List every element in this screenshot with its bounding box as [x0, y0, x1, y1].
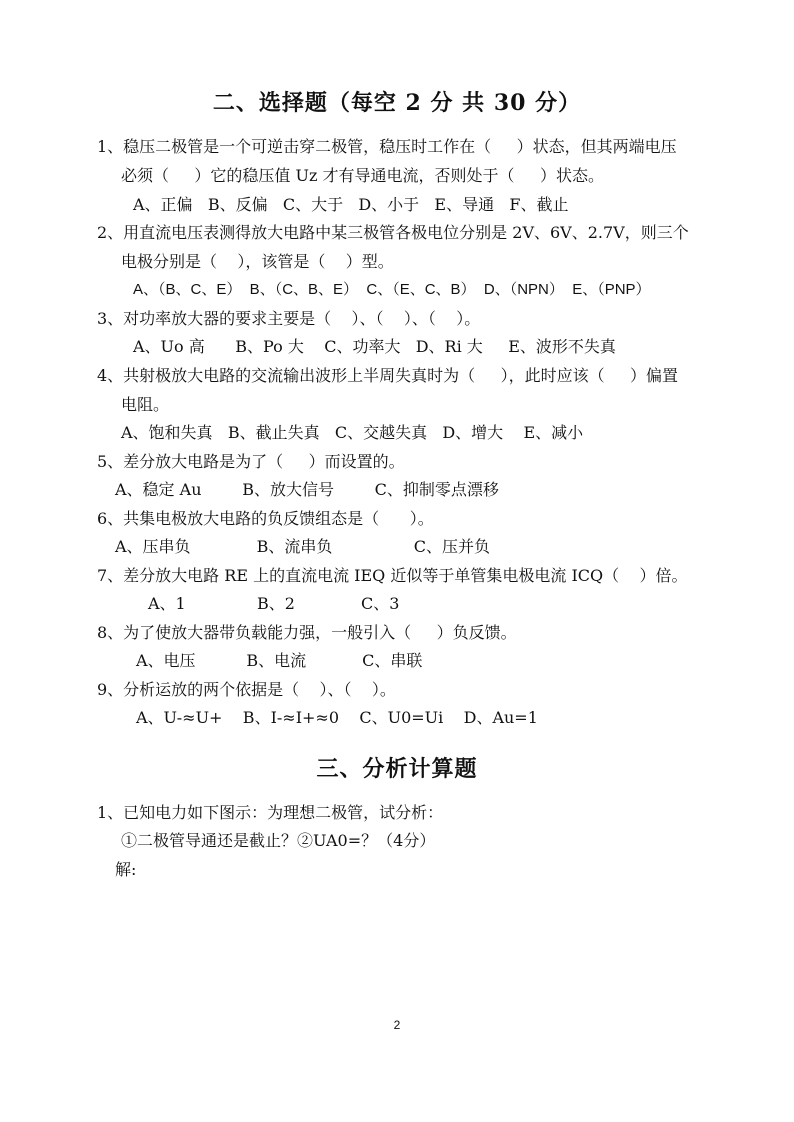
- question-2-line-1: 2、用直流电压表测得放大电路中某三极管各极电位分别是 2V、6V、2.7V，则三个: [97, 223, 689, 242]
- question-8-options: A、电压 B、电流 C、串联: [136, 651, 423, 670]
- question-1-line-1: 1、稳压二极管是一个可逆击穿二极管，稳压时工作在（ ）状态，但其两端电压: [97, 137, 677, 156]
- question-5-options: A、稳定 Au B、放大信号 C、抑制零点漂移: [115, 480, 499, 499]
- question-9-line-1: 9、分析运放的两个依据是（ ）、（ ）。: [97, 680, 396, 699]
- question-8-line-1: 8、为了使放大器带负载能力强，一般引入（ ）负反馈。: [97, 623, 517, 642]
- section-3-title: 三、分析计算题: [316, 756, 478, 782]
- question-6-line-1: 6、共集电极放大电路的负反馈组态是（ ）。: [97, 509, 434, 528]
- question-9-options: A、U-≈U+ B、I-≈I+≈0 C、U0=Ui D、Au=1: [136, 708, 538, 727]
- calc-question-1-line-1: 1、已知电力如下图示：为理想二极管，试分析：: [97, 803, 444, 822]
- question-3-line-1: 3、对功率放大器的要求主要是（ ）、（ ）、（ ）。: [97, 309, 481, 328]
- question-4-line-2: 电阻。: [121, 395, 170, 414]
- question-3-options: A、Uo 高 B、Po 大 C、功率大 D、Ri 大 E、波形不失真: [133, 337, 616, 356]
- section-2-title: 二、选择题（每空 2 分 共 30 分）: [212, 90, 582, 116]
- question-2-line-2: 电极分别是（ ），该管是（ ）型。: [121, 252, 394, 271]
- question-4-line-1: 4、共射极放大电路的交流输出波形上半周失真时为（ ），此时应该（ ）偏置: [97, 366, 679, 385]
- question-7-options: A、1 B、2 C、3: [148, 594, 400, 613]
- question-2-options: A、（B、C、E） B、（C、B、E） C、（E、C、B） D、（NPN） E、（PNP）: [133, 281, 651, 298]
- question-1-options: A、正偏 B、反偏 C、大于 D、小于 E、导通 F、截止: [133, 195, 569, 214]
- page-number: 2: [393, 1018, 401, 1032]
- question-7-line-1: 7、差分放大电路 RE 上的直流电流 IEQ 近似等于单管集电极电流 ICQ（ ）倍。: [97, 566, 688, 585]
- calc-question-1-line-2: ①二极管导通还是截止？②UA0=？（4分）: [121, 831, 436, 850]
- question-4-options: A、饱和失真 B、截止失真 C、交越失真 D、增大 E、减小: [121, 423, 584, 442]
- question-5-line-1: 5、差分放大电路是为了（ ）而设置的。: [97, 452, 405, 471]
- question-6-options: A、压串负 B、流串负 C、压并负: [115, 537, 491, 556]
- question-1-line-2: 必须（ ）它的稳压值 Uz 才有导通电流，否则处于（ ）状态。: [121, 166, 604, 185]
- answer-label: 解:: [115, 860, 137, 879]
